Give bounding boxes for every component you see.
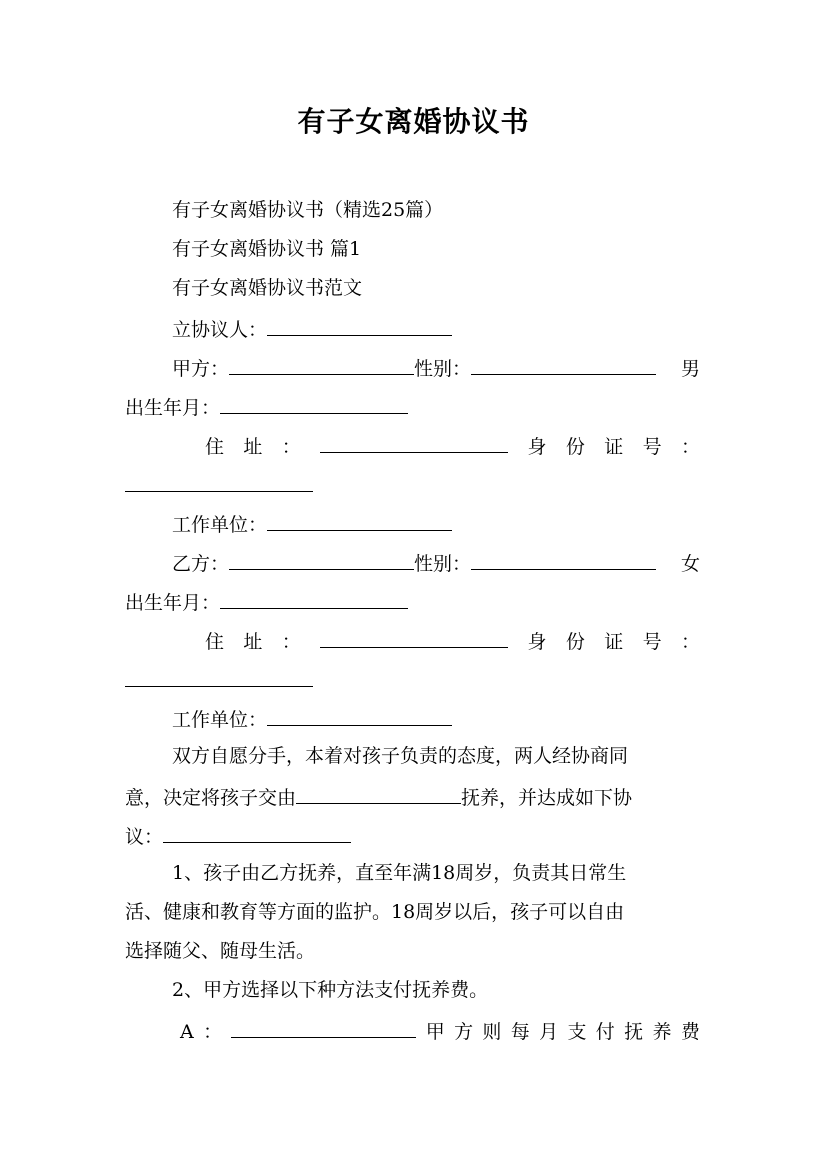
agreement-blank [163,822,351,843]
id-char: 份 [565,631,585,653]
jia-birth-blank [220,393,408,414]
paragraph-text: 议： [125,826,164,848]
subtitle-line: 有子女离婚协议书范文 [172,277,363,299]
addr-char: 址 [243,631,263,653]
yi-birth-blank [220,588,408,609]
gender-label: 性别： [414,358,472,380]
paragraph-line [125,783,700,809]
work-label: 工作单位： [172,514,268,536]
clause-line: 1、孩子由乙方抚养，直至年满18周岁，负责其日常生 [172,862,627,884]
id-char: ： [680,436,700,458]
yi-gender-blank [471,549,656,570]
option-char: 方 [454,1021,474,1043]
work-label: 工作单位： [172,709,268,731]
option-char: ： [203,1021,223,1043]
section-heading: 有子女离婚协议书 篇1 [172,238,362,260]
jia-address-line [205,432,700,458]
option-char: 费 [680,1021,700,1043]
id-char: ： [680,631,700,653]
addr-char: 址 [243,436,263,458]
id-char: 份 [565,436,585,458]
paragraph-text: 意，决定将孩子交由 [125,787,297,809]
clause-line: 选择随父、随母生活。 [125,940,316,962]
party-blank [267,315,452,336]
jia-line [172,354,700,380]
id-char: 证 [604,436,624,458]
option-char: 抚 [624,1021,644,1043]
option-char: 支 [567,1021,587,1043]
yi-work-line [172,705,700,731]
paragraph-text: 抚养，并达成如下协 [461,787,633,809]
jia-id-blank-line [125,471,700,497]
option-a-line [180,1017,700,1043]
document-title: 有子女离婚协议书 [297,105,530,138]
clause-line: 2、甲方选择以下种方法支付抚养费。 [172,979,489,1001]
yi-id-blank [125,666,313,687]
male-text: 男 [680,358,700,380]
addr-char: 住 [205,631,225,653]
addr-char: 住 [205,436,225,458]
yi-birth-line [125,588,700,614]
paragraph-line: 双方自愿分手，本着对孩子负责的态度，两人经协商同 [172,745,629,767]
option-a-blank [231,1017,416,1038]
id-char: 证 [604,631,624,653]
id-char: 号 [642,436,662,458]
yi-id-blank-line [125,666,700,692]
jia-birth-line [125,393,700,419]
paragraph-line [125,822,700,848]
id-char: 身 [527,631,547,653]
yi-address-line [205,627,700,653]
birth-label: 出生年月： [125,397,221,419]
yi-work-blank [267,705,452,726]
option-char: 付 [595,1021,615,1043]
option-char: A [180,1021,194,1043]
jia-work-blank [267,510,452,531]
addr-char: ： [281,436,301,458]
option-char: 则 [482,1021,502,1043]
id-char: 身 [527,436,547,458]
yi-address-blank [320,627,508,648]
gender-label: 性别： [414,553,472,575]
option-char: 月 [539,1021,559,1043]
jia-id-blank [125,471,313,492]
option-char: 每 [510,1021,530,1043]
jia-address-blank [320,432,508,453]
option-char: 甲 [425,1021,445,1043]
jia-work-line [172,510,700,536]
yi-name-blank [229,549,414,570]
female-text: 女 [680,553,700,575]
intro-line: 有子女离婚协议书（精选25篇） [172,199,444,221]
addr-char: ： [281,631,301,653]
birth-label: 出生年月： [125,592,221,614]
jia-label: 甲方： [172,358,230,380]
custodian-blank [296,783,461,804]
party-line [172,315,700,341]
party-label: 立协议人： [172,319,268,341]
yi-label: 乙方： [172,553,230,575]
option-char: 养 [652,1021,672,1043]
jia-gender-blank [471,354,656,375]
clause-line: 活、健康和教育等方面的监护。18周岁以后，孩子可以自由 [125,901,625,923]
id-char: 号 [642,631,662,653]
yi-line [172,549,700,575]
jia-name-blank [229,354,414,375]
